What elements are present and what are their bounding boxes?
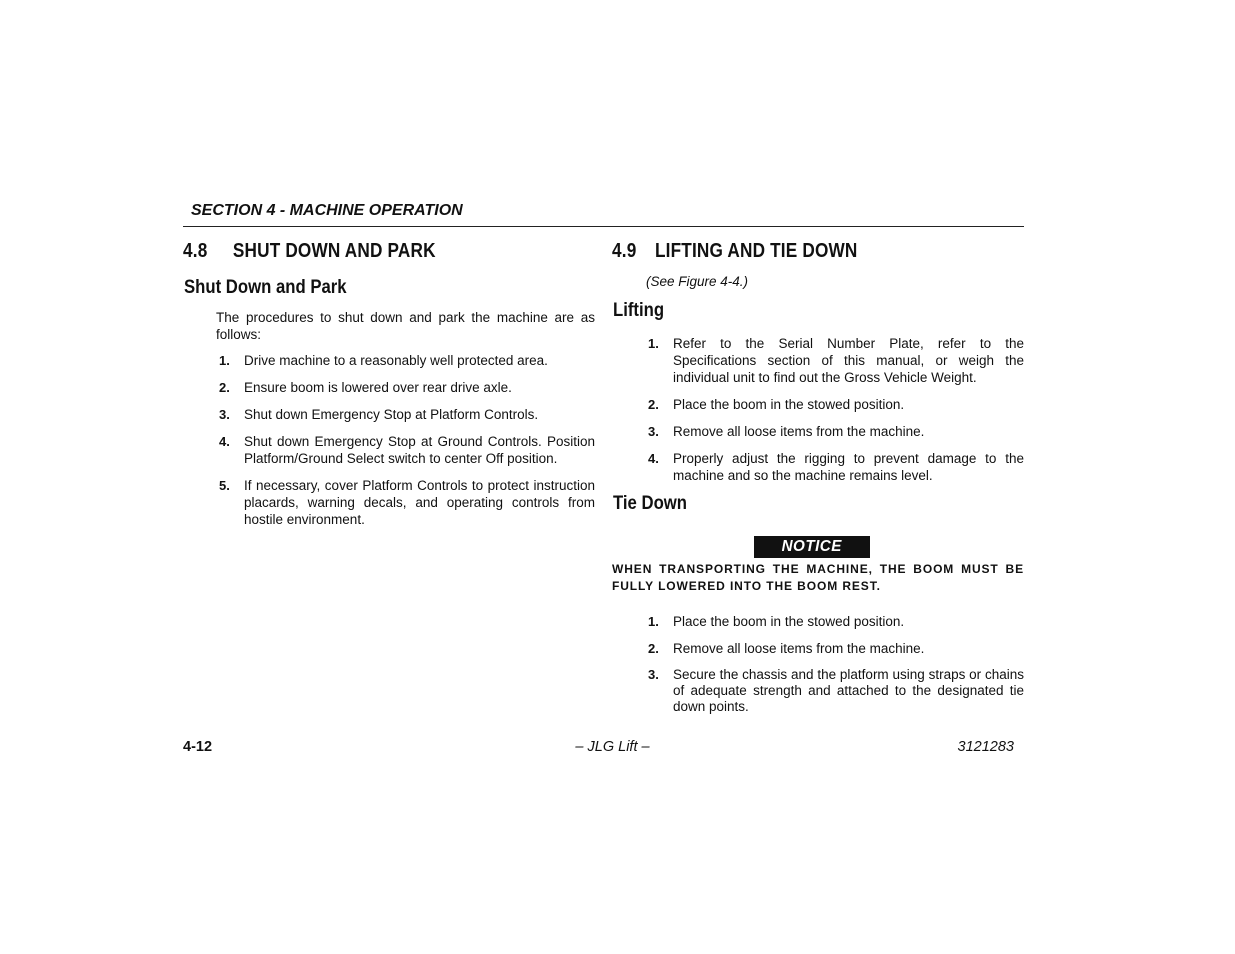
- step-number: 4.: [219, 434, 230, 449]
- section-heading-4-8: [183, 240, 436, 263]
- list-item: [216, 352, 595, 369]
- notice-label: NOTICE: [781, 538, 843, 555]
- step-text: If necessary, cover Platform Controls to protect instruction placards, warning decals, and operating controls from hostile environment.: [244, 478, 595, 527]
- footer-brand: – JLG Lift –: [575, 739, 650, 755]
- step-number: 5.: [219, 478, 230, 493]
- shutdown-steps-list: [216, 352, 595, 528]
- step-text: Secure the chassis and the platform using straps or chains of adequate strength and attached to the designated tie down points.: [673, 667, 1024, 714]
- list-item: [645, 335, 1024, 386]
- step-number: 2.: [648, 641, 659, 656]
- step-number: 1.: [648, 336, 659, 351]
- document-number: 3121283: [957, 739, 1014, 755]
- notice-text: WHEN TRANSPORTING THE MACHINE, THE BOOM MUST BE FULLY LOWERED INTO THE BOOM REST.: [612, 562, 1024, 593]
- step-number: 3.: [219, 407, 230, 422]
- step-text: Place the boom in the stowed position.: [673, 397, 905, 412]
- list-item: [216, 477, 595, 528]
- tiedown-steps-list: [645, 613, 1024, 715]
- subheading-lifting: Lifting: [613, 300, 665, 321]
- section-number: 4.8: [183, 240, 208, 262]
- notice-badge: [754, 536, 870, 558]
- step-text: Ensure boom is lowered over rear drive axle.: [244, 380, 512, 395]
- page-number: 4-12: [183, 739, 213, 755]
- list-item: [645, 613, 1024, 630]
- lifting-steps-list: [645, 335, 1024, 484]
- step-number: 3.: [648, 424, 659, 439]
- figure-reference: (See Figure 4-4.): [646, 274, 749, 289]
- step-text: Shut down Emergency Stop at Ground Controls. Position Platform/Ground Select switch to center Off position.: [244, 434, 595, 466]
- header-divider: [183, 226, 1024, 227]
- step-text: Remove all loose items from the machine.: [673, 641, 925, 656]
- section-header: SECTION 4 - MACHINE OPERATION: [191, 202, 463, 219]
- intro-paragraph: The procedures to shut down and park the machine are as follows:: [216, 310, 595, 342]
- step-text: Place the boom in the stowed position.: [673, 614, 905, 629]
- step-text: Properly adjust the rigging to prevent damage to the machine and so the machine remains level.: [673, 451, 1024, 483]
- step-number: 2.: [648, 397, 659, 412]
- list-item: [216, 406, 595, 423]
- footer-center: [0, 739, 1235, 755]
- list-item: [645, 423, 1024, 440]
- step-text: Shut down Emergency Stop at Platform Controls.: [244, 407, 539, 422]
- step-text: Refer to the Serial Number Plate, refer to the Specifications section of this manual, or weigh the individual unit to find out the Gross Vehicle Weight.: [673, 336, 1024, 385]
- list-item: [645, 640, 1024, 657]
- section-title: LIFTING AND TIE DOWN: [655, 240, 858, 262]
- step-number: 3.: [648, 667, 659, 682]
- section-heading-4-9: [612, 240, 858, 263]
- list-item: [645, 667, 1024, 715]
- step-text: Remove all loose items from the machine.: [673, 424, 925, 439]
- list-item: [645, 396, 1024, 413]
- list-item: [645, 450, 1024, 484]
- subheading-shut-down-and-park: Shut Down and Park: [184, 277, 347, 298]
- step-number: 2.: [219, 380, 230, 395]
- step-number: 4.: [648, 451, 659, 466]
- list-item: [216, 433, 595, 467]
- step-text: Drive machine to a reasonably well protected area.: [244, 353, 548, 368]
- list-item: [216, 379, 595, 396]
- step-number: 1.: [219, 353, 230, 368]
- section-title: SHUT DOWN AND PARK: [232, 240, 436, 262]
- section-number: 4.9: [612, 240, 637, 262]
- step-number: 1.: [648, 614, 659, 629]
- subheading-tie-down: Tie Down: [613, 493, 688, 514]
